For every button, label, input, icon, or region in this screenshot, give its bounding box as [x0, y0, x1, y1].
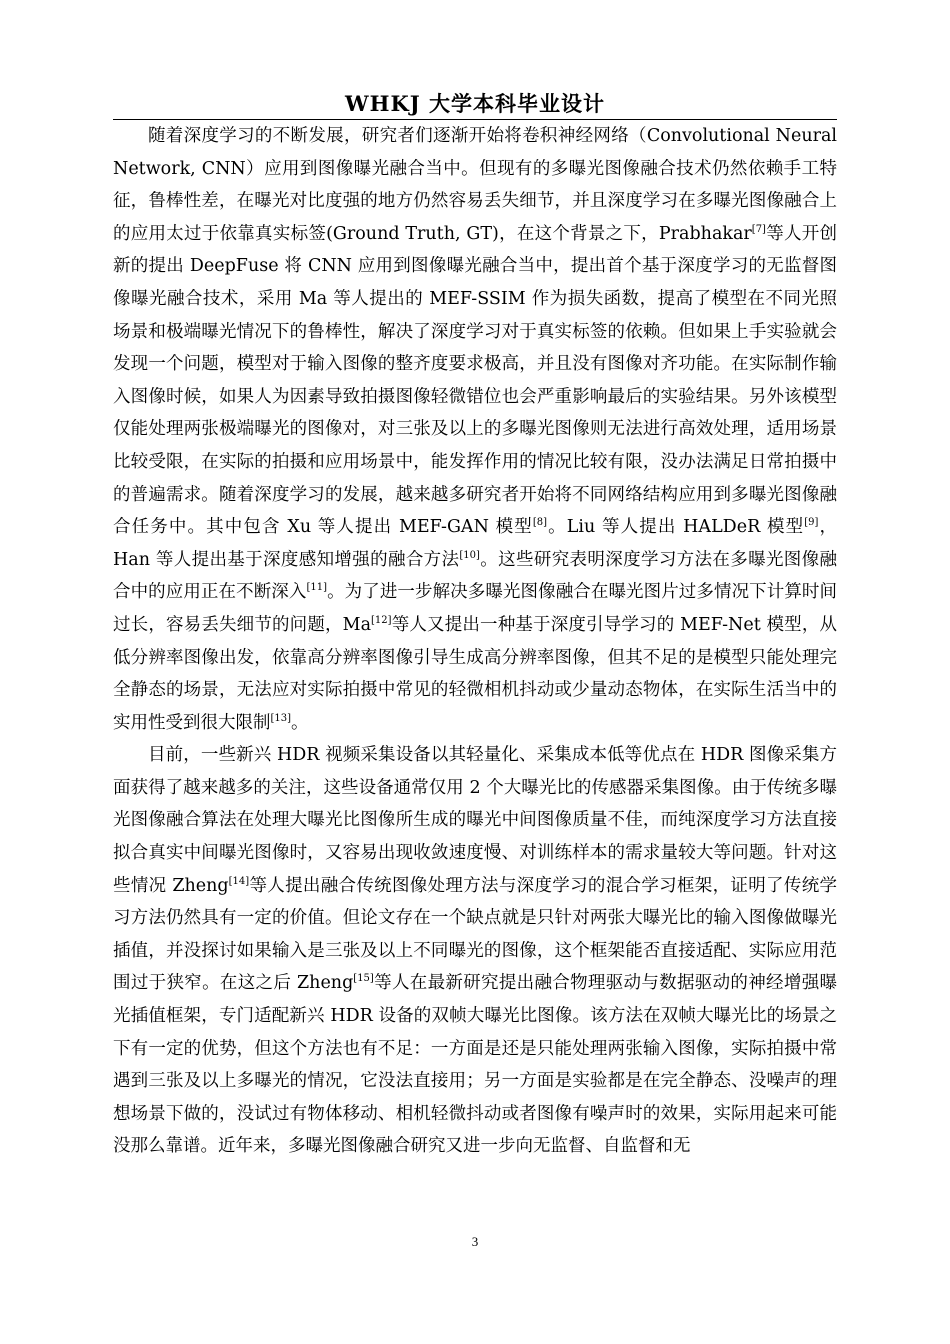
paragraph-text: 等人开创新的提出 DeepFuse 将 CNN 应用到图像曝光融合当中，提出首个基于深度学习的无监督图像曝光融合技术，采用 Ma 等人提出的 MEF-SSIM 作为损失函数，提高了模型在不同光照场景和极端曝光情况下的鲁棒性，解决了深度学习对于真实标签的依赖。但如果上手实验就会发现一个问题，模型对于输入图像的整齐度要求极高，并且没有图像对齐功能。在实际制作输入图像时候，如果人为因素导致拍摄图像轻微错位也会严重影响最后的实验结果。另外该模型仅能处理两张极端曝光的图像对，对三张及以上的多曝光图像则无法进行高效处理，适用场景比较受限，在实际的拍摄和应用场景中，能发挥作用的情况比较有限，没办法满足日常拍摄中的普遍需求。随着深度学习的发展，越来越多研究者开始将不同网络结构应用到多曝光图像融合任务中。其中包含 Xu 等人提出 MEF-GAN 模型	[113, 223, 837, 538]
citation-ref: [15]	[353, 973, 374, 985]
paragraph-text: 。这些研究表明深度学习方法在多曝光图像融合中的应用正在不断深入	[113, 549, 838, 603]
paragraph-text: 。为了进一步解决多曝光图像融合在曝光图片过多情况下计算时间过长，容易丢失细节的问题，Ma	[113, 582, 837, 635]
paragraph-text: 等人又提出一种基于深度引导学习的 MEF-Net 模型，从低分辨率图像出发，依靠高分辨率图像引导生成高分辨率图像，但其不足的是模型只能处理完全静态的场景，无法应对实际拍摄中常见的轻微相机抖动或少量动态物体，在实际生活当中的实用性受到很大限制	[113, 614, 837, 733]
citation-ref: [9]	[804, 517, 819, 529]
citation-ref: [11]	[306, 582, 327, 594]
paragraph-text: 目前，一些新兴 HDR 视频采集设备以其轻量化、采集成本低等优点在 HDR 图像采集方面获得了越来越多的关注，这些设备通常仅用 2 个大曝光比的传感器采集图像。由于传统多曝光图像融合算法在处理大曝光比图像所生成的曝光中间图像质量不佳，而纯深度学习方法直接拟合真实中间曝光图像时，又容易出现收敛速度慢、对训练样本的需求量较大等问题。针对这些情况 Zheng	[113, 745, 837, 896]
paragraph	[113, 739, 837, 1163]
body-text	[113, 120, 837, 1163]
citation-ref: [8]	[532, 517, 548, 529]
page-header-title: WHKJ 大学本科毕业设计	[345, 91, 605, 116]
citation-ref: [7]	[751, 223, 766, 235]
page-number: 3	[471, 1234, 479, 1249]
citation-ref: [13]	[270, 712, 292, 724]
paragraph	[113, 120, 837, 739]
citation-ref: [12]	[371, 615, 392, 627]
paragraph-text: 。	[291, 712, 309, 733]
paragraph-text: 随着深度学习的不断发展，研究者们逐渐开始将卷积神经网络（Convolutional Neural Network, CNN）应用到图像曝光融合当中。但现有的多曝光图像融合技术仍然依赖手工特征，鲁棒性差，在曝光对比度强的地方仍然容易丢失细节，并且深度学习在多曝光图像融合上的应用太过于依靠真实标签(Ground Truth, GT)，在这个背景之下，Prabhakar	[113, 126, 837, 244]
paragraph-text: 等人提出融合传统图像处理方法与深度学习的混合学习框架，证明了传统学习方法仍然具有一定的价值。但论文存在一个缺点就是只针对两张大曝光比的输入图像做曝光插值，并没探讨如果输入是三张及以上不同曝光的图像，这个框架能否直接适配、实际应用范围过于狭窄。在这之后 Zheng	[113, 875, 838, 994]
citation-ref: [10]	[459, 549, 480, 561]
paragraph-text: 等人在最新研究提出融合物理驱动与数据驱动的神经增强曝光插值框架，专门适配新兴 HDR 设备的双帧大曝光比图像。该方法在双帧大曝光比的场景之下有一定的优势，但这个方法也有不足：一方面是还是只能处理两张输入图像，实际拍摄中常遇到三张及以上多曝光的情况，它没法直接用；另一方面是实验都是在完全静态、没噪声的理想场景下做的，没试过有物体移动、相机轻微抖动或者图像有噪声时的效果，实际用起来可能没那么靠谱。近年来，多曝光图像融合研究又进一步向无监督、自监督和无	[113, 973, 838, 1157]
paragraph-text: 。Liu 等人提出 HALDeR 模型	[547, 517, 805, 538]
paragraph-text: ，Han 等人提出基于深度感知增强的融合方法	[113, 517, 838, 570]
citation-ref: [14]	[228, 875, 250, 887]
